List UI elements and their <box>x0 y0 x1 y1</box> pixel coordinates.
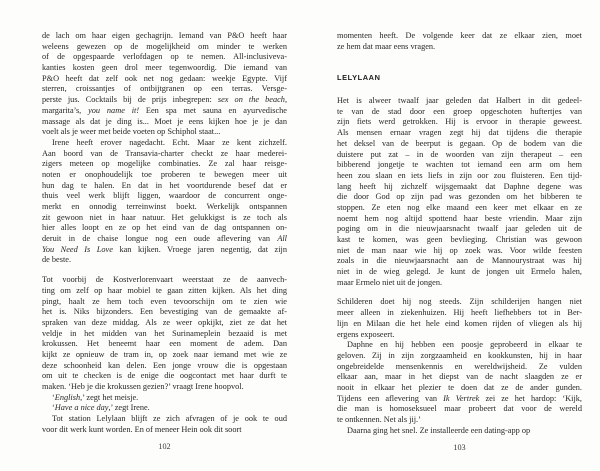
text-line: ting om zelf op haar mobiel te gaan zitten kijken. Als het ding <box>42 285 287 295</box>
text-line: Tot station Lelylaan blijft ze zich afvragen of je ook te oud <box>52 414 287 424</box>
text-line: kijkt ze opnieuw de tram in, op zoek naar iemand met wie ze <box>42 349 287 359</box>
text-line: Als mensen ernaar vragen zegt hij dat tijdens die therapie <box>337 128 582 138</box>
text-line: de beste. <box>42 255 72 265</box>
text-line: ‘Have a nice day,’ zegt Irene. <box>52 403 150 413</box>
text-line: Aan boord van de Transavia-charter checkt ze haar mederei- <box>42 148 287 158</box>
text-line: het is. Niks bijzonders. Een bevestiging van de gemaakte af- <box>42 307 287 317</box>
text-line: nooit in elkaar het plezier te doen dat ze de ander gunden. <box>337 382 582 392</box>
section-heading: LELYLAAN <box>337 73 381 83</box>
text-line: stoppen. Ze eten nog elke maand een keer met elkaar en ze <box>337 202 582 212</box>
text-line: om uit te checken is de enige die oogcontact met haar durft te <box>42 371 287 381</box>
text-line: deruit in de chaise longue nog een oude aflevering van All <box>42 234 287 244</box>
text-line: perste jus. Cocktails bij de prijs inbegrepen: sex on the beach, <box>42 95 288 105</box>
text-line: ‘English,’ zegt het meisje. <box>52 392 139 402</box>
text-line: You Need Is Love kan kijken. Vroege jaren negentig, dat zijn <box>42 244 287 254</box>
text-line: Daphne en hij hebben een poosje geprobeerd in elkaar te <box>347 340 582 350</box>
text-line: maken. ‘Heb je die krokussen gezien?’ vraagt Irene hoopvol. <box>42 382 244 391</box>
text-line: zoals in die nieuwjaarsnacht aan de Mannourystraat was hij <box>337 256 582 266</box>
text-line: ergens exposeert. <box>337 329 395 339</box>
text-line: krokussen. Het beneemt haar een moment de adem. Dan <box>42 339 287 349</box>
page-number-left: 102 <box>158 442 171 452</box>
text-line: kast te komen, was geen bevlieging. Christian was gewoon <box>337 235 582 244</box>
page-number-right: 103 <box>453 443 466 453</box>
text-line: deze schoonheid kan delen. Een jonge vrouw die is opgestaan <box>42 360 287 370</box>
text-line: spraken van deze middag. Als ze weer opkijkt, ziet ze dat het <box>42 317 287 327</box>
text-line: het deksel van de beerput is gegaan. Op de bodem van die <box>337 138 582 148</box>
text-line: Tijdens een aflevering van Ik Vertrek zei ze het hardop: ‘Kijk, <box>337 393 582 403</box>
text-line: lijn en Milaan die het hele eind komen rijden of vliegen als hij <box>337 318 582 328</box>
section-break <box>337 288 582 297</box>
text-line: bibberend jongetje te wachten tot iemand een arm om hem <box>337 160 582 170</box>
text-line: geloven. Zij in zijn zorgzaamheid en kookkunsten, hij in haar <box>337 350 582 360</box>
text-line: sterren, croissantjes of ontbijtgranen op een terras. Versge- <box>42 84 287 94</box>
text-line: Irene heeft erover nagedacht. Echt. Maar ze kent zichzelf. <box>52 137 287 147</box>
text-line: duistere put zat – in de woorden van zijn therapeut – een <box>337 149 582 159</box>
text-line: elkaar aan, maar in het diepst van de nacht slaagden ze er <box>337 372 582 382</box>
section-break <box>42 266 287 275</box>
text-line: weleens gewezen op de mogelijkheid om minder te werken <box>42 41 287 51</box>
text-line: de lach om haar eigen gechagrijn. Iemand van P&O heeft haar <box>42 31 287 40</box>
text-line: hier alles loopt en ze op het eind van de dag ontspannen on- <box>42 223 287 233</box>
page-left <box>42 31 287 451</box>
text-line: niet in de wieg gelegd. Je kunt de jongen uit Ermelo halen, <box>337 267 582 277</box>
text-line: die man is homoseksueel maar probeert dat voor de wereld <box>337 404 582 414</box>
text-line: ze hem dat maar eens vragen. <box>337 41 436 51</box>
text-line: te ontkennen. Net als jij.’ <box>337 415 421 424</box>
text-line: margarita’s, you name it! Een spa met sauna en ayurvedische <box>42 105 287 115</box>
text-line: zit gewoon niet in haar natuur. Het gelukkigst is ze toch als <box>42 212 287 222</box>
text-line: noten er onophoudelijk toe proberen te bewegen meer uit <box>42 169 287 179</box>
text-line: of de opgespaarde verlofdagen op te nemen. All-inclusiveva- <box>42 52 287 62</box>
text-line: Daarna ging het snel. Ze installeerde een dating-app op <box>347 425 531 435</box>
text-line: maar Ermelo niet uit de jongen. <box>337 277 443 287</box>
page-left-text <box>42 31 287 435</box>
text-line: meer alleen in ziekenhuizen. Hij heeft liefhebbers tot in Ber- <box>337 308 582 318</box>
text-line: te van de stad door een groep opgeschoten huftertjes van <box>337 106 582 116</box>
text-line: niet de man naar wie hij op zoek was. Voor wilde feesten <box>337 245 582 255</box>
page-right <box>337 31 582 452</box>
text-line: noemt hem nog altijd spottend haar beste vriendin. Maar zijn <box>337 213 582 223</box>
text-line: thuis veel werk blijft liggen, waardoor de concurrent onge- <box>42 191 287 201</box>
text-line: die door God op zijn pad was gezonden om het bibberen te <box>337 192 582 202</box>
text-line: zigers meteen op mogelijke combinaties. Ze zal haar reisge- <box>42 159 287 169</box>
text-line: Het is alweer twaalf jaar geleden dat Halbert in dit gedeel- <box>337 96 582 106</box>
text-line: veldje in het midden van het Surinameplein bezaaid is met <box>42 328 287 338</box>
text-line: poging om in die nieuwjaarsnacht twaalf jaar geleden uit de <box>337 224 582 234</box>
text-line: momenten heeft. De volgende keer dat ze elkaar zien, moet <box>337 31 582 40</box>
text-line: hun dag te halen. En dat in het voortdurende besef dat er <box>42 180 287 190</box>
text-line: Schilderen doet hij nog steeds. Zijn schilderijen hangen niet <box>337 297 582 307</box>
page-right-text <box>337 31 582 436</box>
text-line: Tot voorbij de Kostverlorenvaart weerstaat ze de aanvech- <box>42 275 287 285</box>
text-line: pingt, haalt ze hem toch even tevoorschijn om te zien wie <box>42 296 287 306</box>
text-line: merkt en onnodig terreinwinst boekt. Werkelijk ontspannen <box>42 202 287 211</box>
text-line: lang heeft hij zichzelf wijsgemaakt dat Daphne degene was <box>337 181 582 191</box>
text-line: massage als dat je ding is... Moet je eens kijken hoe je je dan <box>42 116 287 126</box>
text-line: voelt als je weer met beide voeten op Schiphol staat... <box>42 127 221 137</box>
text-line: heen zou slaan en iets liefs in zijn oor zou fluisteren. Een tijd- <box>337 170 582 180</box>
text-line: kanties kosten geen drol meer tegenwoordig. Die iemand van <box>42 63 287 73</box>
text-line: zijn fiets werd getrokken. Hij is ervoor in therapie geweest. <box>337 117 582 127</box>
text-line: P&O heeft dat zelf ook net nog gedaan: weekje Egypte. Vijf <box>42 73 287 83</box>
text-line: ongebreidelde mensenkennis en wereldwijsheid. Ze vulden <box>337 361 582 371</box>
text-line: voor dit werk kunt worden. En of meneer Hein ook dit soort <box>42 424 242 434</box>
